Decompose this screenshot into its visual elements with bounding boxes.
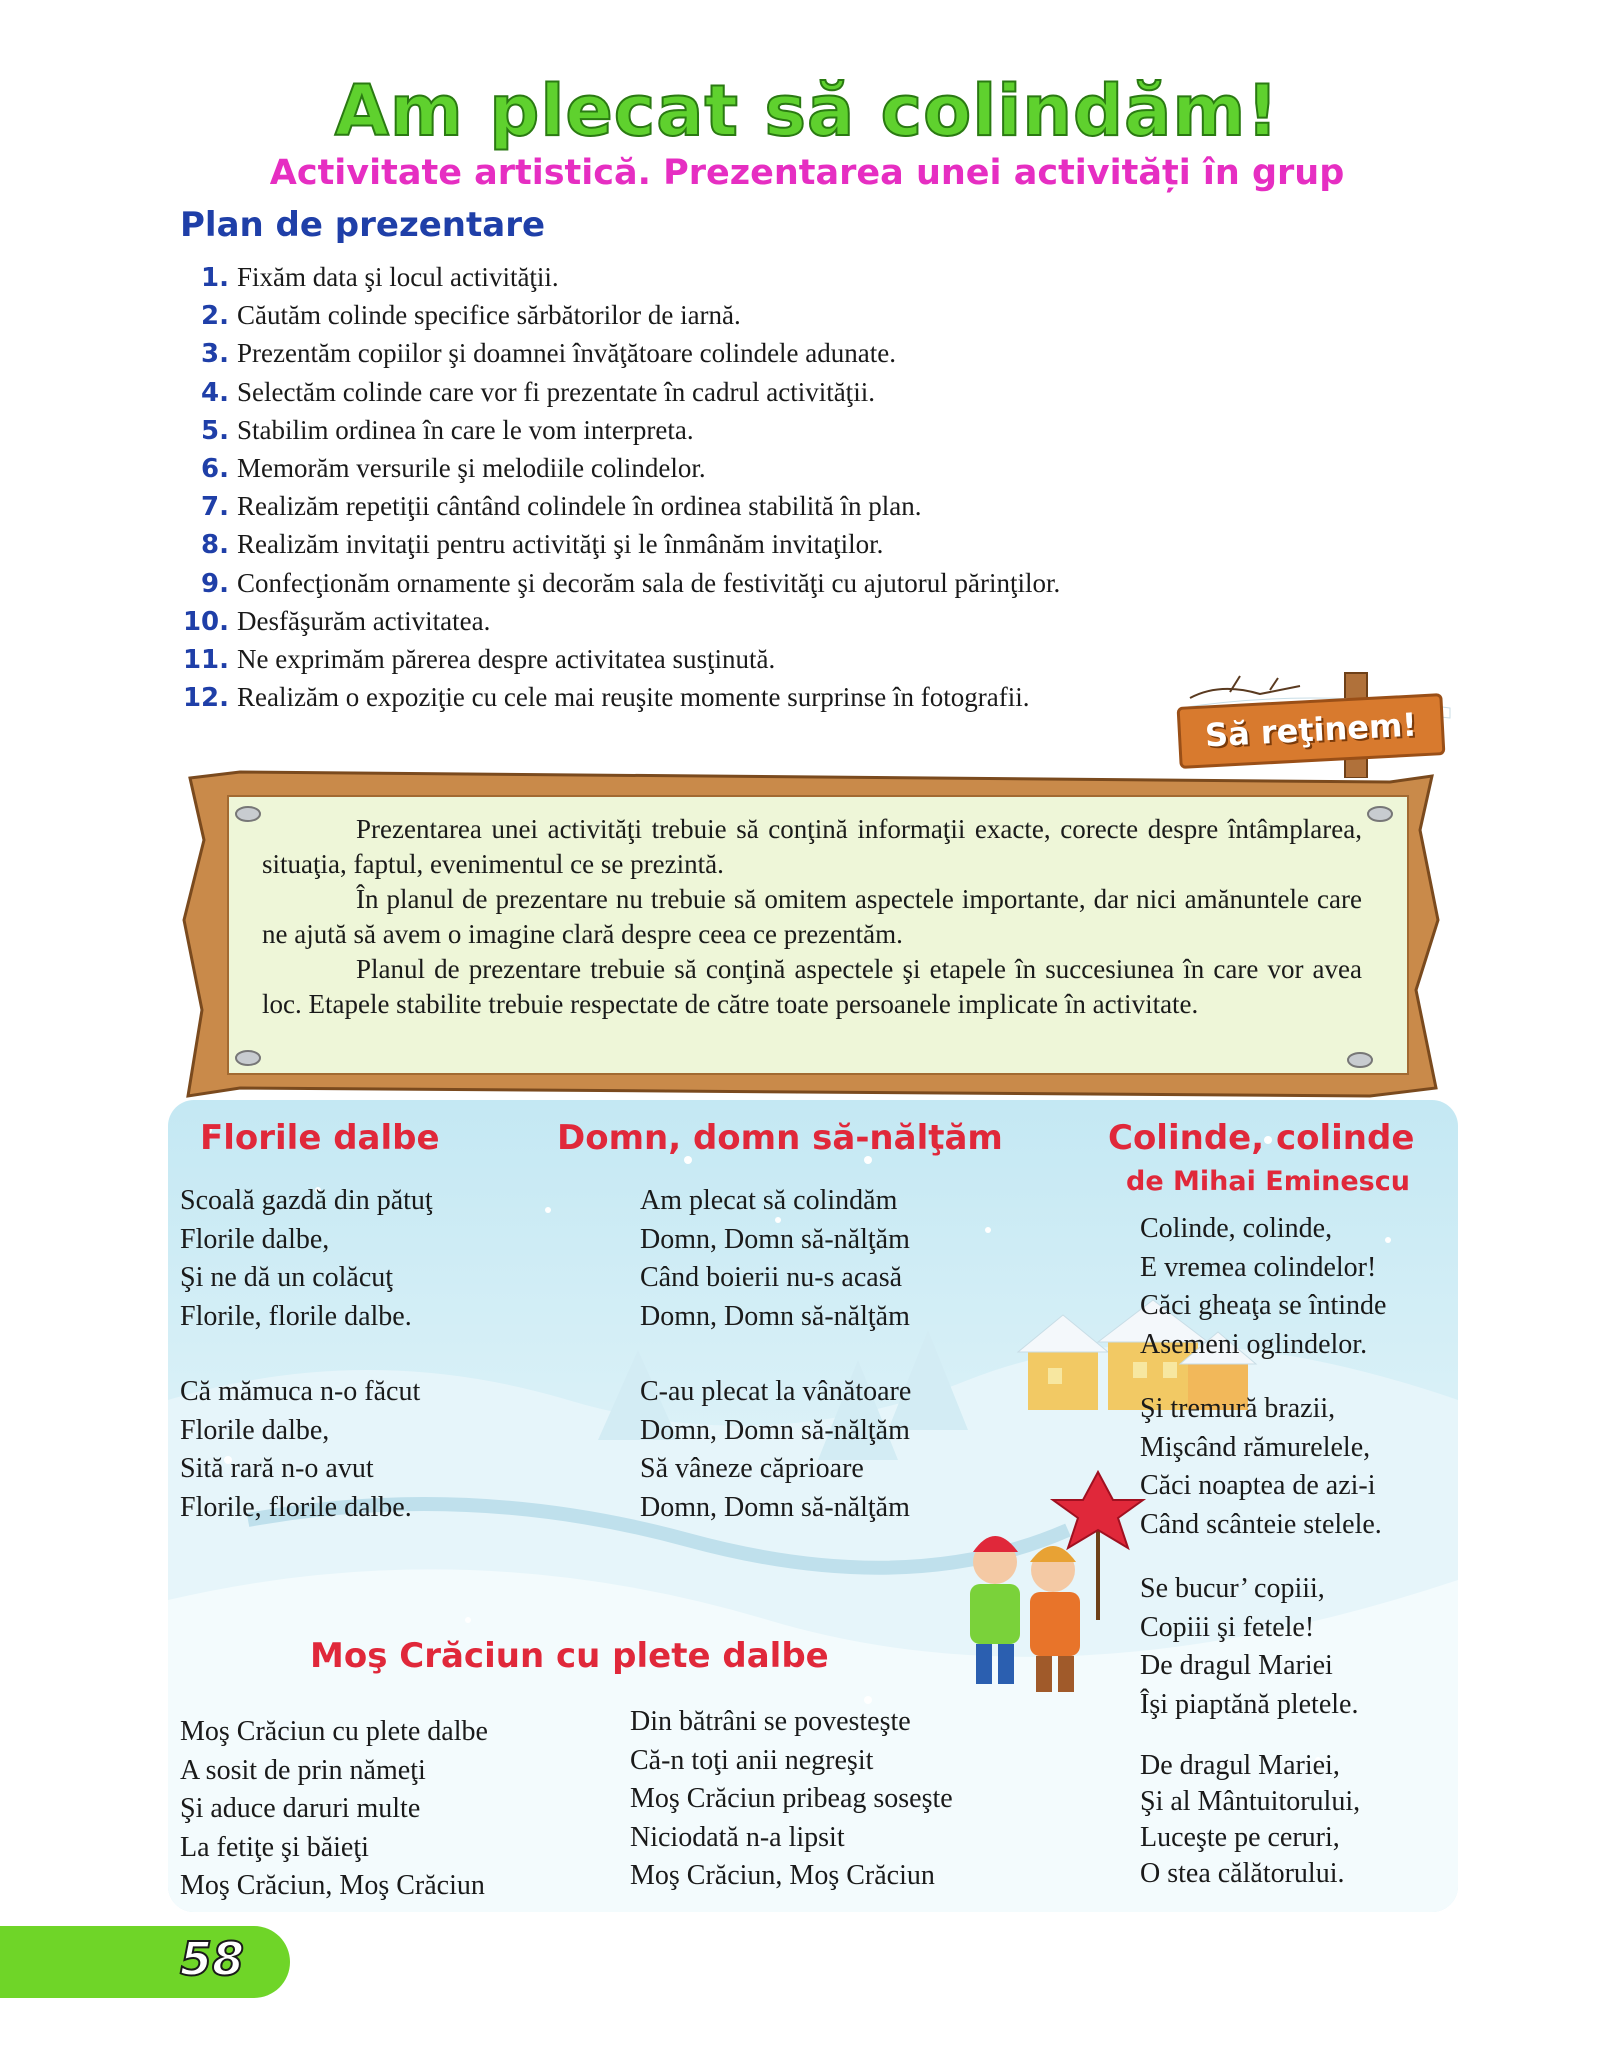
verse-line: Se bucur’ copiii, — [1140, 1573, 1325, 1604]
verse-line: Scoală gazdă din pătuţ — [180, 1185, 433, 1216]
verse-line: Căci noaptea de azi-i — [1140, 1470, 1376, 1501]
plan-item-number: 2. — [201, 301, 229, 332]
verse-line: Că-n toţi anii negreşit — [630, 1744, 874, 1776]
verse-line: Să vâneze căprioare — [640, 1453, 864, 1484]
verse-line: A sosit de prin nămeţi — [180, 1754, 426, 1786]
verse-line: Colinde, colinde, — [1140, 1213, 1333, 1244]
song-author: de Mihai Eminescu — [1126, 1166, 1410, 1197]
plan-item-number: 3. — [201, 339, 229, 370]
verse-line: Florile, florile dalbe. — [180, 1491, 412, 1523]
plan-item — [175, 373, 1060, 411]
plan-item — [175, 678, 1060, 716]
verse-line: Şi ne dă un colăcuţ — [180, 1262, 394, 1293]
verse-line: Moş Crăciun, Moş Crăciun — [180, 1870, 485, 1901]
plan-item-number: 12. — [182, 683, 229, 714]
page-number-tab — [0, 1926, 290, 1998]
verse-line: Domn, Domn să-nălţăm — [640, 1491, 910, 1523]
verse-line: De dragul Mariei — [1140, 1650, 1333, 1681]
verse-line: Moş Crăciun pribeag soseşte — [630, 1783, 953, 1814]
plan-item — [175, 487, 1060, 525]
verse-line: Moş Crăciun, Moş Crăciun — [630, 1860, 935, 1891]
song-title-florile-dalbe: Florile dalbe — [200, 1118, 440, 1158]
stanza — [1140, 1210, 1386, 1364]
plan-item-text: Stabilim ordinea în care le vom interpreta. — [237, 414, 694, 445]
plan-item-text: Desfăşurăm activitatea. — [237, 605, 491, 636]
plan-list — [175, 258, 1060, 716]
plan-item-text: Ne exprimăm părerea despre activitatea susţinută. — [237, 643, 776, 674]
plan-item-number: 8. — [201, 530, 229, 561]
stanza — [1140, 1570, 1358, 1724]
plan-item-text: Confecţionăm ornamente şi decorăm sala de festivităţi cu ajutorul părinţilor. — [237, 567, 1061, 598]
plan-item-text: Realizăm invitaţii pentru activităţi şi le înmânăm invitaţilor. — [237, 529, 884, 560]
verse-line: Sită rară n-o avut — [180, 1453, 374, 1484]
plan-heading: Plan de prezentare — [180, 205, 546, 245]
verse-line: Florile dalbe, — [180, 1223, 330, 1255]
verse-line: Şi tremură brazii, — [1140, 1393, 1336, 1424]
plan-item-number: 7. — [201, 492, 229, 523]
verse-line: Asemeni oglindelor. — [1140, 1328, 1368, 1360]
verse-line: Mişcând rămurelele, — [1140, 1431, 1371, 1463]
plan-item-text: Prezentăm copiilor şi doamnei învăţătoare colindele adunate. — [237, 338, 896, 369]
plan-item-number: 5. — [201, 415, 229, 446]
verse-line: Din bătrâni se povesteşte — [630, 1706, 911, 1737]
plan-item-text: Căutăm colinde specifice sărbătorilor de iarnă. — [237, 300, 741, 331]
stanza — [180, 1713, 488, 1906]
plan-item-text: Fixăm data şi locul activităţii. — [237, 262, 559, 292]
verse-line: O stea călătorului. — [1140, 1858, 1345, 1889]
plan-item-number: 1. — [201, 263, 229, 293]
stanza — [630, 1703, 953, 1896]
verse-line: Niciodată n-a lipsit — [630, 1821, 845, 1853]
plan-item — [175, 449, 1060, 487]
plan-item — [175, 258, 1060, 296]
verse-line: Luceşte pe ceruri, — [1140, 1822, 1340, 1853]
remember-paragraph: Planul de prezentare trebuie să conţină aspectele şi etapele în succesiunea în care vor avea loc. Etapele stabilite trebuie respectate de către toate persoanele implicate în activitate. — [262, 954, 1362, 1019]
verse-line: Am plecat să colindăm — [640, 1185, 898, 1216]
page-number: 58 — [180, 1932, 245, 1986]
verse-line: Şi aduce daruri multe — [180, 1793, 421, 1824]
page-subtitle: Activitate artistică. Prezentarea unei activități în grup — [269, 153, 1345, 193]
plan-item-number: 11. — [182, 644, 229, 675]
plan-item-text: Memorăm versurile şi melodiile colindelor. — [237, 452, 706, 483]
plan-item — [175, 640, 1060, 678]
verse-line: De dragul Mariei, — [1140, 1750, 1340, 1781]
remember-paragraph: Prezentarea unei activităţi trebuie să conţină informaţii exacte, corecte despre întâmplarea, situaţia, faptul, evenimentul ce se prezintă. — [262, 814, 1362, 879]
plan-item-number: 6. — [201, 453, 229, 484]
plan-item — [175, 296, 1060, 334]
verse-line: Domn, Domn să-nălţăm — [640, 1414, 910, 1446]
plan-item-text: Realizăm repetiţii cântând colindele în ordinea stabilită în plan. — [237, 491, 922, 522]
plan-item — [175, 564, 1060, 602]
verse-line: Când scânteie stelele. — [1140, 1508, 1382, 1540]
verse-line: Domn, Domn să-nălţăm — [640, 1223, 910, 1255]
verse-line: Îşi piaptănă pletele. — [1140, 1688, 1359, 1720]
verse-line: Că mămuca n-o făcut — [180, 1376, 421, 1407]
verse-line: E vremea colindelor! — [1140, 1251, 1377, 1283]
plan-item-number: 9. — [201, 568, 229, 599]
song-title-domn-domn: Domn, domn să-nălţăm — [557, 1118, 1003, 1158]
verse-line: C-au plecat la vânătoare — [640, 1376, 912, 1407]
verse-line: Florile dalbe, — [180, 1414, 330, 1446]
plan-item-number: 10. — [182, 606, 229, 637]
plan-item-text: Selectăm colinde care vor fi prezentate în cadrul activităţii. — [237, 376, 875, 407]
page-title: Am plecat să colindăm! — [334, 70, 1280, 152]
verse-line: Şi al Mântuitorului, — [1140, 1786, 1361, 1817]
plan-item — [175, 525, 1060, 563]
verse-line: Domn, Domn să-nălţăm — [640, 1300, 910, 1332]
plan-item-number: 4. — [201, 377, 229, 408]
verse-line: La fetiţe şi băieţi — [180, 1831, 369, 1863]
remember-paragraph: În planul de prezentare nu trebuie să omitem aspectele importante, dar nici amănuntele care ne ajută să avem o imagine clară despre ceea ce prezentăm. — [262, 884, 1362, 949]
verse-line: Florile, florile dalbe. — [180, 1300, 412, 1332]
verse-line: Căci gheaţa se întinde — [1140, 1290, 1387, 1321]
verse-line: Când boierii nu-s acasă — [640, 1262, 903, 1293]
plan-item — [175, 411, 1060, 449]
stanza — [1140, 1748, 1360, 1892]
verse-line: Moş Crăciun cu plete dalbe — [180, 1716, 488, 1747]
stanza — [640, 1182, 910, 1336]
remember-sign: Să reţinem! — [1177, 693, 1446, 769]
stanza — [180, 1373, 420, 1527]
stanza — [1140, 1390, 1382, 1544]
plan-item — [175, 334, 1060, 372]
verse-line: Copiii şi fetele! — [1140, 1611, 1315, 1643]
remember-text — [262, 812, 1362, 1022]
plan-item-text: Realizăm o expoziţie cu cele mai reuşite momente surprinse în fotografii. — [237, 682, 1030, 713]
plan-item — [175, 602, 1060, 640]
song-title-colinde-colinde: Colinde, colinde — [1108, 1118, 1415, 1158]
song-title-mos-craciun: Moş Crăciun cu plete dalbe — [310, 1636, 829, 1676]
stanza — [180, 1182, 433, 1336]
stanza — [640, 1373, 911, 1527]
